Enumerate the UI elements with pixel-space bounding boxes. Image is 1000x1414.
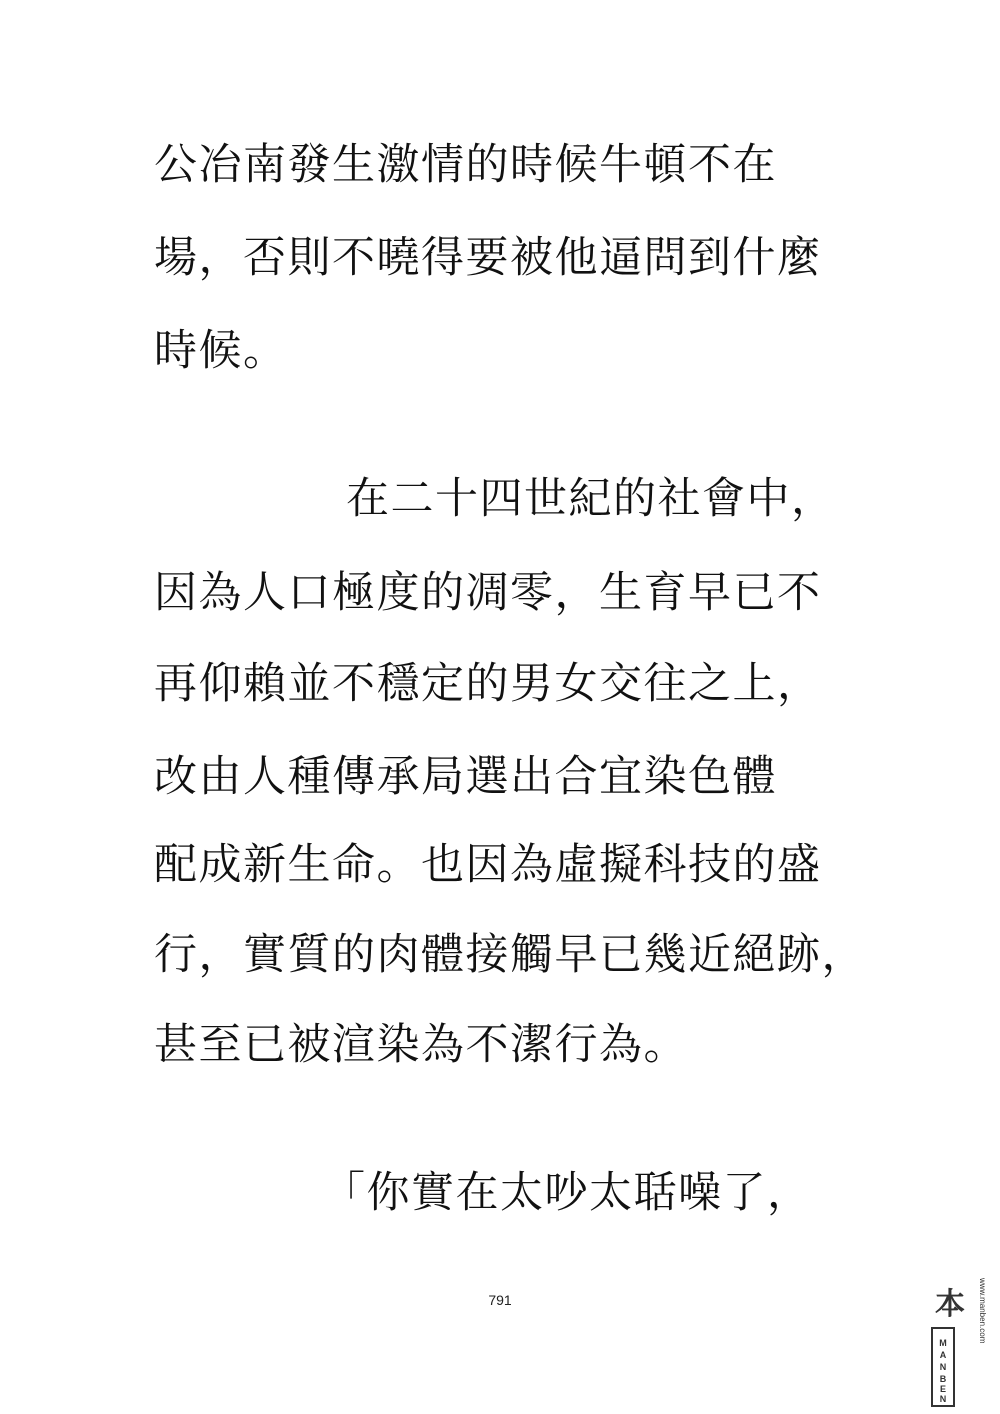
svg-text:B: B	[939, 1374, 947, 1384]
paragraph-2-line-4: 改由人種傳承局選出合宜染色體	[154, 752, 777, 802]
page-number: 791	[488, 1292, 512, 1308]
svg-text:E: E	[939, 1384, 947, 1394]
paragraph-2-line-6: 行，實質的肉體接觸早已幾近絕跡，	[154, 930, 866, 980]
paragraph-2-line-7: 甚至已被渲染為不潔行為。	[154, 1020, 688, 1070]
paragraph-2-line-1: 在二十四世紀的社會中，	[346, 474, 836, 524]
paragraph-3-line-1: 「你實在太吵太聒噪了，	[322, 1168, 812, 1218]
paragraph-1-line-3: 時候。	[154, 326, 288, 376]
paragraph-1-line-1: 公冶南發生激情的時候牛頓不在	[154, 140, 777, 190]
manben-watermark-logo	[930, 1268, 990, 1408]
svg-text:www.manben.com: www.manben.com	[978, 1278, 987, 1344]
svg-text:A: A	[939, 1350, 947, 1360]
svg-text:N: N	[939, 1362, 947, 1372]
paragraph-1-line-2: 場，否則不曉得要被他逼問到什麼	[154, 233, 822, 283]
paragraph-2-line-3: 再仰賴並不穩定的男女交往之上，	[154, 659, 822, 709]
svg-text:N: N	[939, 1394, 947, 1404]
svg-text:本: 本	[935, 1287, 965, 1322]
svg-text:M: M	[939, 1338, 947, 1348]
paragraph-2-line-2: 因為人口極度的凋零，生育早已不	[154, 568, 822, 618]
paragraph-2-line-5: 配成新生命。也因為虛擬科技的盛	[154, 840, 822, 890]
